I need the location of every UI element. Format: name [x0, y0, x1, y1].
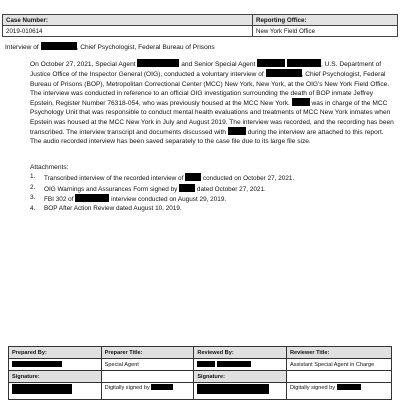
reviewer-title-label: Reviewer Title:: [286, 347, 391, 359]
redaction-box: [217, 361, 251, 367]
redaction-box: [228, 127, 246, 135]
para-text-5: was in charge of the MCC Psychology Unit that was responsible to conduct mental health evaluations and treatments of MCC New York inmates when Epstein was housed at the MCC New York in July and August 2019. The interview was recorded, and the recording has been transcribed. The interview transcript and documents discussed with: [30, 100, 394, 137]
reviewer-title-value: Assistant Special Agent in Charge: [286, 359, 391, 371]
list-item: [30, 194, 390, 205]
interview-title: [5, 42, 390, 52]
para-text-2: and Senior Special Agent: [181, 61, 256, 68]
interview-prefix: Interview of: [5, 44, 39, 51]
case-number-label: Case Number:: [3, 15, 253, 26]
digital-signature-text: Digitally signed by: [289, 385, 336, 391]
redaction-box: [292, 98, 310, 106]
item-text: BOP After Action Review dated August 10, 2019.: [44, 204, 182, 212]
preparer-title-label: Preparer Title:: [101, 347, 194, 359]
redaction-box: [12, 384, 72, 394]
signature-block-2: [194, 383, 287, 400]
interview-suffix: , Chief Psychologist, Federal Bureau of Prisons: [76, 44, 215, 51]
item-text: Transcribed interview of the recorded interview of: [44, 175, 184, 182]
signature-label-2: Signature:: [194, 371, 287, 383]
item-text: conducted on October 27, 2021.: [202, 175, 295, 182]
prepared-by-label: Prepared By:: [9, 347, 102, 359]
reporting-office-value: New York Field Office: [253, 26, 398, 37]
redaction-box: [137, 59, 179, 67]
preparer-title-value: Special Agent: [101, 359, 194, 371]
signature-label: Signature:: [9, 371, 102, 383]
redaction-box: [197, 361, 215, 367]
redaction-box: [41, 42, 77, 50]
para-text-1: On October 27, 2021, Special Agent: [30, 61, 136, 68]
redaction-box: [287, 59, 321, 67]
item-number: 1.: [30, 173, 36, 180]
digital-signature-2: [286, 383, 391, 400]
redaction-box: [257, 59, 285, 67]
redaction-box: [185, 173, 201, 181]
redaction-box: [179, 184, 195, 192]
para-text-6: during the interview are attached to this report. The audio recorded interview has been saved separately to the case file due to its large file size.: [30, 129, 384, 146]
item-text: dated October 27, 2021.: [196, 185, 266, 193]
attachments-list: [30, 173, 390, 213]
prepared-by-value: [9, 359, 102, 371]
list-item: [30, 205, 390, 214]
item-text: OIG Warnings and Assurances Form signed by: [44, 185, 178, 193]
summary-paragraph: [30, 59, 394, 147]
redaction-box: [151, 384, 173, 390]
attachments-heading: Attachments:: [30, 164, 69, 171]
redaction-box: [337, 384, 361, 390]
redaction-box: [197, 384, 269, 394]
list-item: [30, 184, 390, 195]
para-text-3: , U.S. Department of Justice Office of the Inspector General (OIG), conducted a voluntary interview of: [30, 61, 382, 79]
list-item: [30, 173, 390, 184]
para-text-4: , Chief Psychologist, Federal Bureau of Prisons (BOP), Metropolitan Correctional Center (MCC) New York, New York, at the OIG's New York Field Office. The interview was conducted in reference to an official OIG investigation surrounding the death of BOP inmate Jeffrey Epstein, Register Number 76318-054, who was previously housed at the MCC New York.: [30, 71, 390, 108]
item-text: FBI 302 of: [44, 196, 74, 204]
signature-table: [8, 346, 392, 400]
redaction-box: [12, 361, 62, 367]
signature-block-1: [9, 383, 102, 400]
reporting-office-label: Reporting Office:: [253, 15, 398, 26]
signature-spacer-2: [286, 371, 391, 383]
signature-spacer: [101, 371, 194, 383]
item-number: 3.: [30, 194, 36, 202]
digital-signature-1: [101, 383, 194, 400]
digital-signature-text: Digitally signed by: [104, 385, 150, 391]
redaction-box: [266, 69, 302, 77]
case-header-table: [2, 14, 398, 37]
reviewed-by-value: [194, 359, 287, 371]
item-number: 4.: [30, 204, 36, 212]
item-text: interview conducted on August 29, 2019.: [111, 196, 227, 204]
redaction-box: [75, 194, 109, 202]
item-number: 2.: [30, 183, 36, 191]
case-number-value: 2019-010614: [3, 26, 253, 37]
reviewed-by-label: Reviewed By:: [194, 347, 287, 359]
